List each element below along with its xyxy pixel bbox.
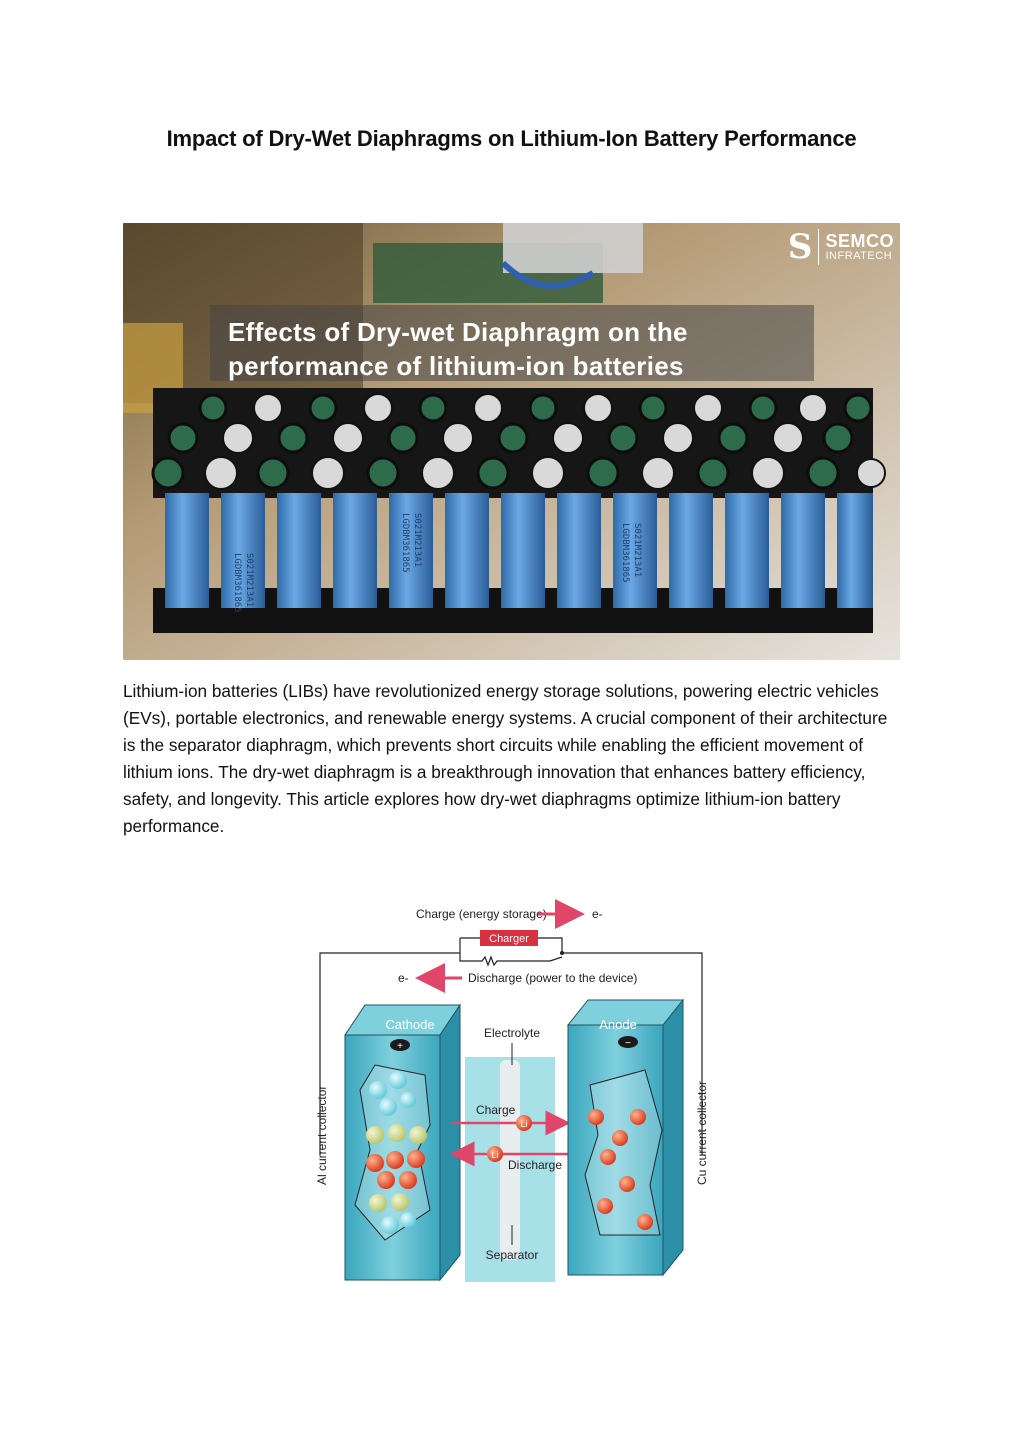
logo-divider	[818, 229, 819, 265]
al-current-collector-label: Al current collector	[315, 1085, 329, 1185]
ion-label: Li	[491, 1150, 499, 1160]
cell-label: S021M213A1	[632, 523, 642, 578]
cu-current-collector-label: Cu current collector	[695, 1080, 709, 1185]
ion-label: Li	[520, 1119, 528, 1129]
banner-line-2: performance of lithium-ion batteries	[228, 351, 684, 381]
cell-label: LGDBM361865	[400, 513, 410, 573]
cell-label: LGDBM361865	[232, 553, 242, 613]
anode-sign: −	[625, 1038, 631, 1049]
charge-energy-label: Charge (energy storage)	[416, 907, 547, 921]
discharge-power-label: Discharge (power to the device)	[468, 971, 638, 985]
anode-label: Anode	[599, 1017, 637, 1032]
logo-subtitle: INFRATECH	[825, 249, 893, 262]
cathode-sign: +	[397, 1041, 403, 1052]
battery-pack-photo	[123, 223, 900, 660]
battery-diagram	[300, 895, 730, 1290]
electrolyte-label: Electrolyte	[483, 1026, 541, 1040]
charger-label: Charger	[489, 933, 529, 945]
separator-label: Separator	[485, 1248, 539, 1262]
intro-paragraph: Lithium-ion batteries (LIBs) have revolutionized energy storage solutions, powering electric vehicles (EVs), portable electronics, and renewable energy systems. A crucial component of their architecture is the separator diaphragm, which prevents short circuits while enabling the efficient movement of lithium ions. The dry-wet diaphragm is a breakthrough innovation that enhances battery efficiency, safety, and longevity. This article explores how dry-wet diaphragms optimize lithium-ion battery performance.	[123, 681, 888, 836]
cell-label: S021M213A1	[412, 513, 422, 568]
anode-block	[568, 1000, 683, 1275]
banner-line-1: Effects of Dry-wet Diaphragm on the	[228, 317, 688, 347]
logo-brand: SEMCO	[825, 230, 894, 251]
semco-logo	[788, 229, 894, 265]
discharge-direction-label: Discharge	[508, 1158, 563, 1172]
cathode-block	[345, 1005, 460, 1280]
page-title: Impact of Dry-Wet Diaphragms on Lithium-Ion Battery Performance	[166, 126, 857, 151]
cell-label: S021M213A1	[244, 553, 254, 608]
logo-symbol: S	[787, 227, 813, 267]
hero-image	[123, 223, 900, 660]
cathode-label: Cathode	[385, 1017, 435, 1032]
charge-direction-label: Charge	[476, 1103, 516, 1117]
electron-right-label: e-	[592, 907, 603, 921]
hero-banner	[210, 305, 814, 381]
electron-left-label: e-	[398, 971, 409, 985]
cell-label: LGDBM361865	[620, 523, 630, 583]
